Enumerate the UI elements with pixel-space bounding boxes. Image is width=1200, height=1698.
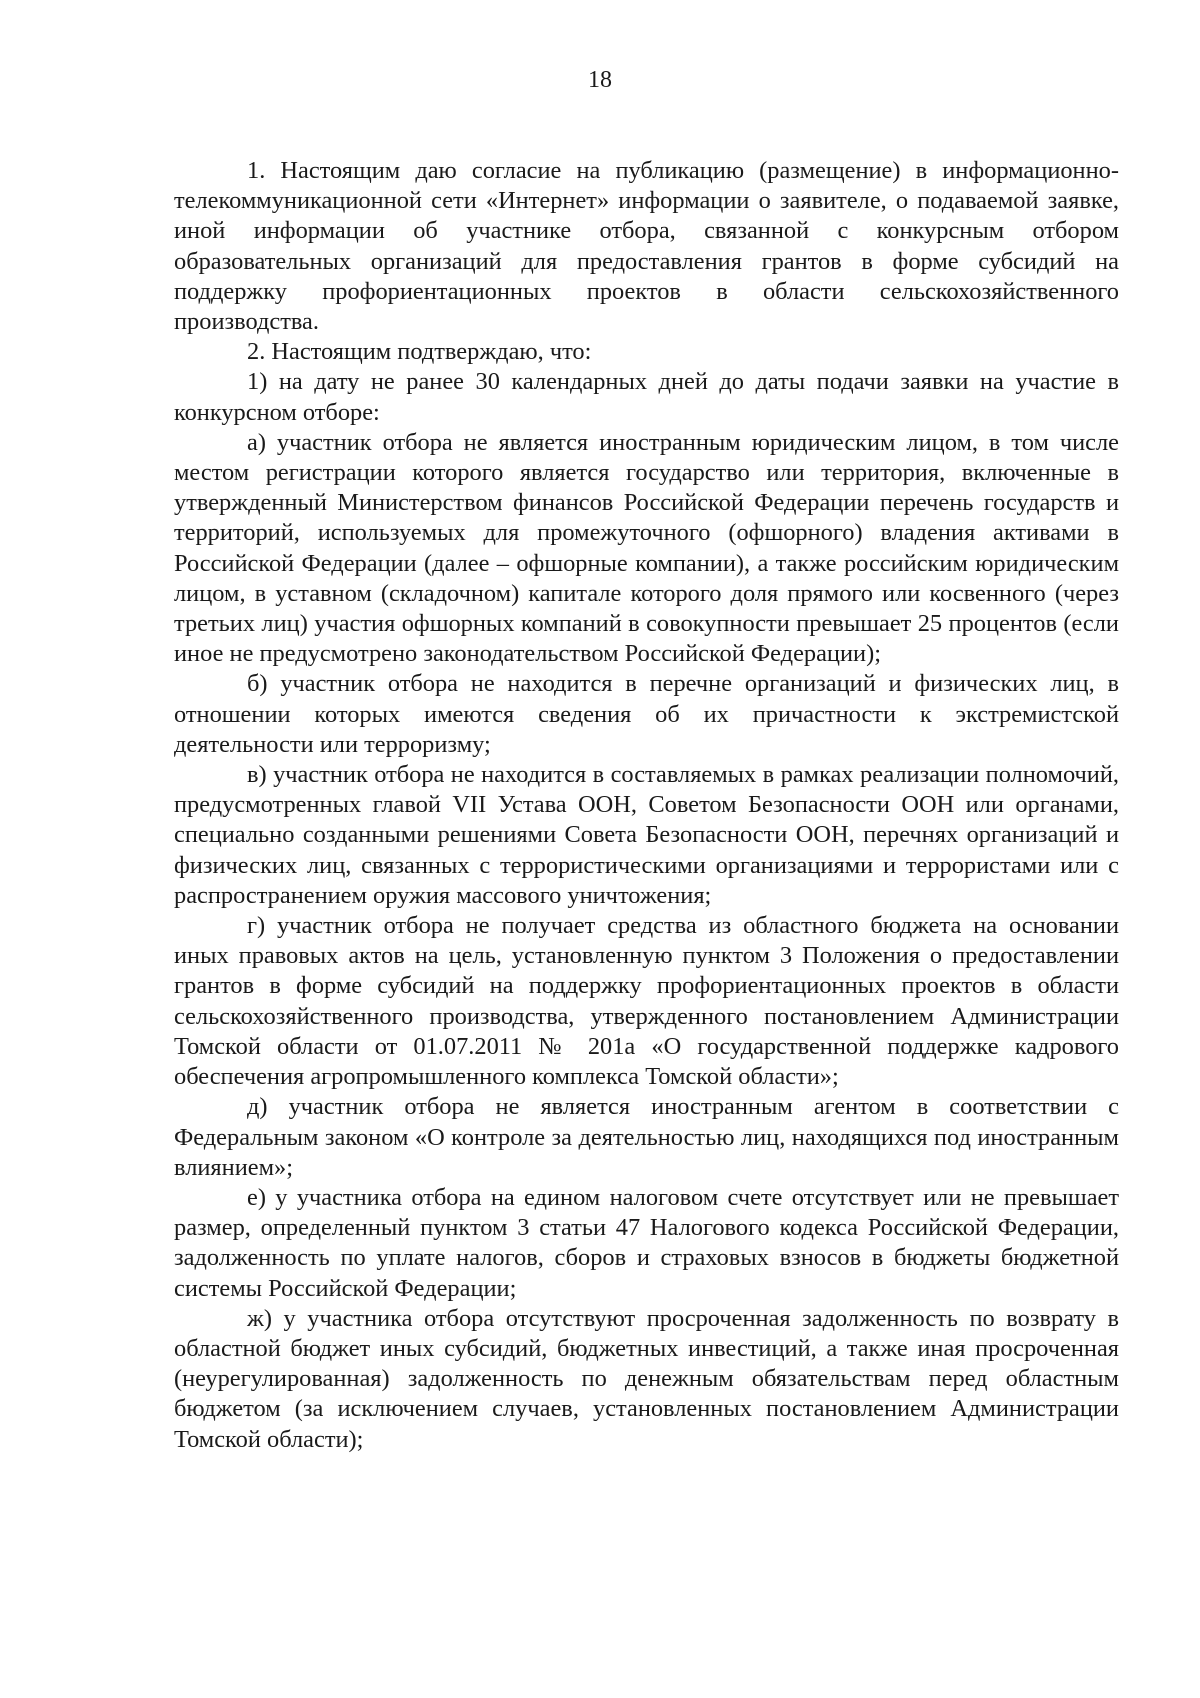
- document-body: [174, 156, 1119, 1455]
- paragraph-subitem-a: а) участник отбора не является иностранным юридическим лицом, в том числе местом регистрации которого является государство или территория, включенные в утвержденный Министерством финансов Российской Федерации перечень государств и территорий, используемых для промежуточного (офшорного) владения активами в Российской Федерации (далее – офшорные компании), а также российским юридическим лицом, в уставном (складочном) капитале которого доля прямого или косвенного (через третьих лиц) участия офшорных компаний в совокупности превышает 25 процентов (если иное не предусмотрено законодательством Российской Федерации);: [174, 428, 1119, 668]
- paragraph-subitem-e: е) у участника отбора на едином налоговом счете отсутствует или не превышает размер, определенный пунктом 3 статьи 47 Налогового кодекса Российской Федерации, задолженность по уплате налогов, сборов и страховых взносов в бюджеты бюджетной системы Российской Федерации;: [174, 1183, 1119, 1302]
- paragraph-subitem-b: б) участник отбора не находится в перечне организаций и физических лиц, в отношении которых имеются сведения об их причастности к экстремистской деятельности или терроризму;: [174, 670, 1119, 758]
- paragraph-consent: 1. Настоящим даю согласие на публикацию (размещение) в информационно-телекоммуникационной сети «Интернет» информации о заявителе, о подаваемой заявке, иной информации об участнике отбора, связанной с конкурсным отбором образовательных организаций для предоставления грантов в форме субсидий на поддержку профориентационных проектов в области сельскохозяйственного производства.: [174, 157, 1119, 336]
- paragraph-subitem-zh: ж) у участника отбора отсутствуют просроченная задолженность по возврату в областной бюджет иных субсидий, бюджетных инвестиций, а также иная просроченная (неурегулированная) задолженность по денежным обязательствам перед областным бюджетом (за исключением случаев, установленных постановлением Администрации Томской области);: [174, 1304, 1119, 1453]
- page-number: 18: [588, 67, 612, 93]
- paragraph-item-1: 1) на дату не ранее 30 календарных дней до даты подачи заявки на участие в конкурсном отборе:: [174, 368, 1119, 426]
- paragraph-subitem-v: в) участник отбора не находится в составляемых в рамках реализации полномочий, предусмотренных главой VII Устава ООН, Советом Безопасности ООН или органами, специально созданными решениями Совета Безопасности ООН, перечнях организаций и физических лиц, связанных с террористическими организациями и террористами или с распространением оружия массового уничтожения;: [174, 761, 1119, 909]
- paragraph-confirmation: 2. Настоящим подтверждаю, что:: [247, 338, 592, 366]
- paragraph-subitem-g: г) участник отбора не получает средства из областного бюджета на основании иных правовых актов на цель, установленную пунктом 3 Положения о предоставлении грантов в форме субсидий на поддержку профориентационных проектов в области сельскохозяйственного производства, утвержденного постановлением Администрации Томской области от 01.07.2011 № 201а «О государственной поддержке кадрового обеспечения агропромышленного комплекса Томской области»;: [174, 912, 1119, 1091]
- paragraph-subitem-d: д) участник отбора не является иностранным агентом в соответствии с Федеральным законом «О контроле за деятельностью лиц, находящихся под иностранным влиянием»;: [174, 1093, 1119, 1181]
